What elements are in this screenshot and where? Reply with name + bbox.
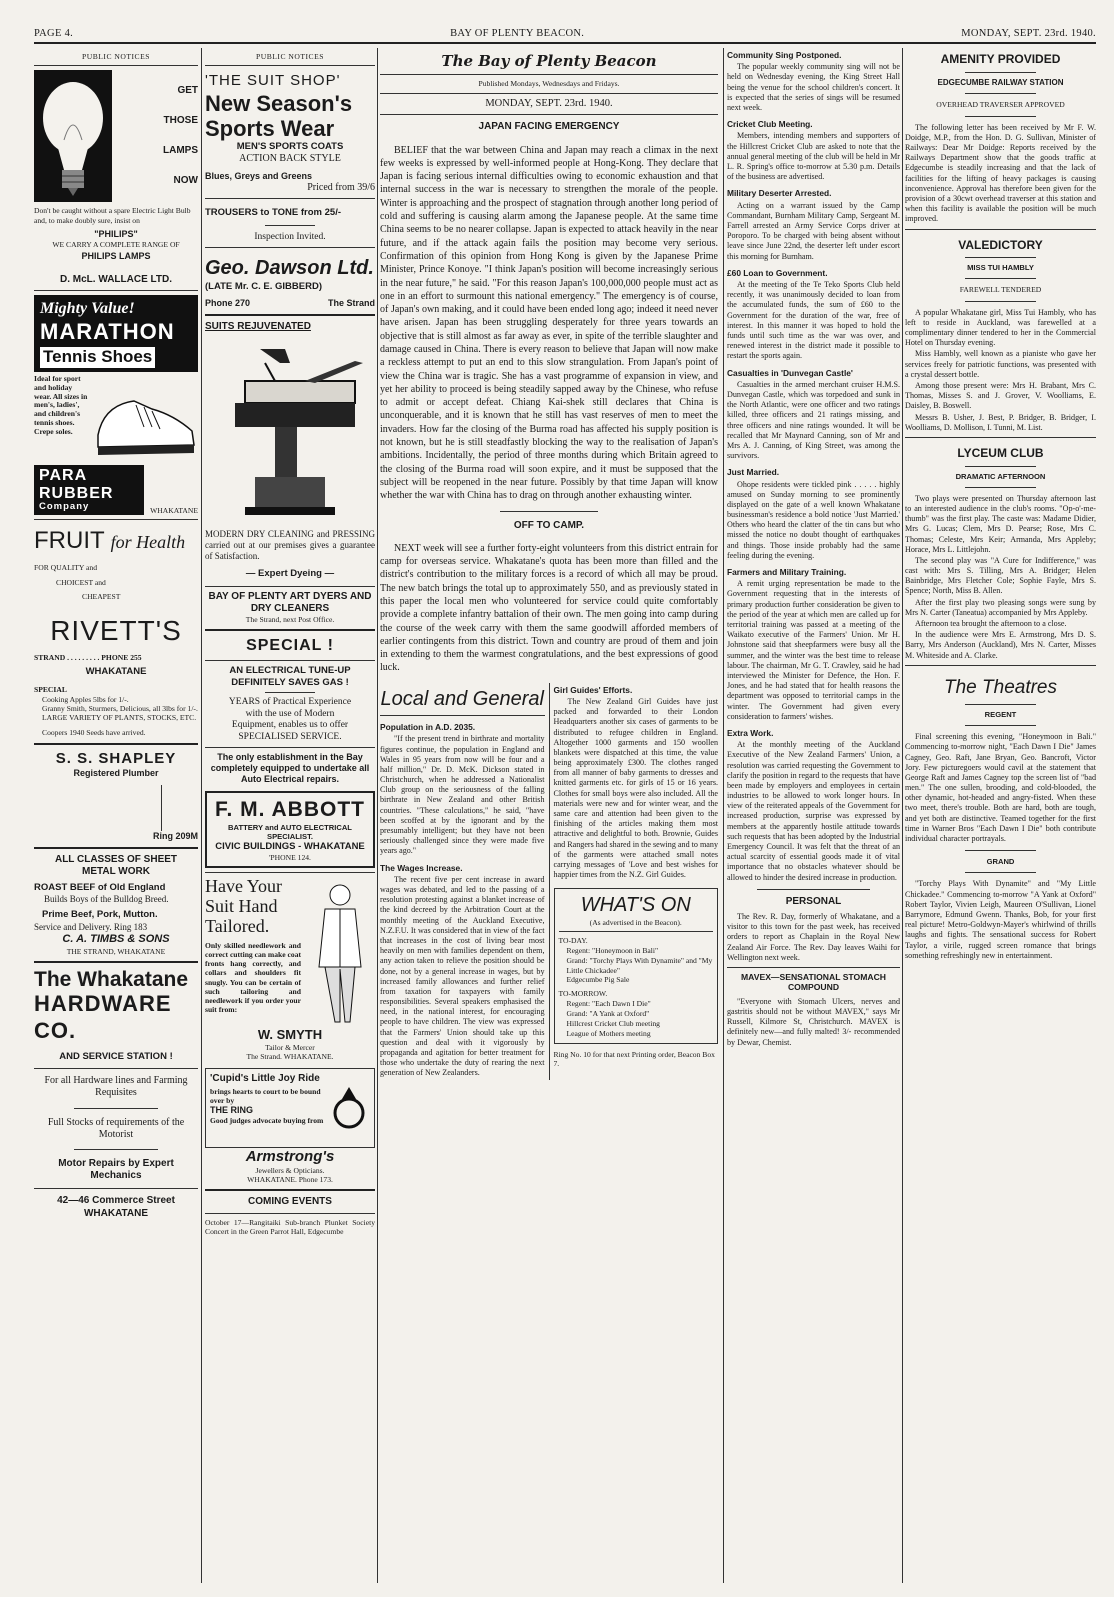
ring-icon <box>328 1073 370 1143</box>
c4-body-2: Members, intending members and supporters of the Hillcrest Cricket Club are asked to note that the annual general meeting of the club will be held in Mr L. R. Spring's office to-morrow at 5.30 p.m. Details of the business are advertised. <box>727 131 900 182</box>
rivett-item-3: LARGE VARIETY OF PLANTS, STOCKS, ETC. <box>42 713 197 723</box>
smyth-title: Have Your Suit Hand Tailored. <box>205 876 283 936</box>
c4-body-8: At the monthly meeting of the Auckland Executive of the New Zealand Farmers' Union, a resolution was carried requesting the Government to clarify the position in regard to the requests that have been made by employers and employees in certain industries to be allowed to work longer hours. In view of the reiterated appeals of the Government for increased production, surprise was expressed by members at the apparently hostile attitude towards such requests that has been adopted by the Industrial Emergency Council. It was felt that the threat of an actual scarcity of essential goods made it of vital importance that no obstacles whatever should be allowed to hinder the desired increase in production. <box>727 740 900 882</box>
marathon-description: Ideal for sport and holiday wear. All sizes in men's, ladies', and children's tennis shoes. Crepe soles. <box>34 374 88 436</box>
c4-body-1: The popular weekly community sing will not be held on Wednesday evening, the King Street Hall being the venue for the school children's concert. It is expected that the series of sings will be resumed next week. <box>727 62 900 112</box>
lyceum-body-5: In the audience were Mrs E. Armstrong, Mrs D. S. Barry, Mrs Anderson (Auckland), Mrs N. Carter, Misses M. Whiteside and A. Clarke. <box>905 630 1096 660</box>
whats-on-tomorrow-4: League of Mothers meeting <box>566 1028 651 1038</box>
c4-body-3: Acting on a warrant issued by the Camp Commandant, Burnham Military Camp, Sergeant M. Farrell arrested an Army Service Corps driver at Poroporo. To be charged with being absent without leave since June 22nd, the deserter left under escort this morning for Burnham. <box>727 200 900 261</box>
header-rule <box>34 42 1096 44</box>
hardware-line-5: Full Stocks of requirements of the Motorist <box>47 1116 185 1140</box>
amenity-sub-2: OVERHEAD TRAVERSER APPROVED <box>936 100 1065 110</box>
mavex-body: "Everyone with Stomach Ulcers, nerves and gastritis should not be without MAVEX," says Mr Russell, Kilmore St, Christchurch. MAVEX is definitely new—and fully malted! 3/- recommended by Dewar, Chemist. <box>727 996 900 1047</box>
marathon-product: Tennis Shoes <box>40 347 155 368</box>
whats-on-tomorrow-2: Grand: "A Yank at Oxford" <box>566 1008 650 1018</box>
special-line-1: AN ELECTRICAL TUNE-UP DEFINITELY SAVES GAS ! <box>229 664 351 688</box>
column-1 <box>34 48 198 1583</box>
armstrong-ad <box>205 1068 375 1148</box>
timbs-line-3: ROAST BEEF of Old England <box>34 882 166 894</box>
hardware-line-6: Motor Repairs by Expert Mechanics <box>58 1158 174 1182</box>
valedictory-body-2: Miss Hambly, well known as a pianiste who gave her services freely for patriotic functions, was presented with a crystal dessert bottle. <box>905 349 1096 379</box>
armstrong-firm: Armstrong's <box>245 1147 335 1165</box>
marathon-ad <box>34 295 198 372</box>
column-divider <box>902 48 903 1583</box>
philips-lamps-ad <box>34 70 198 286</box>
cupid-line-2: Good judges advocate buying from <box>210 1116 324 1126</box>
smyth-address: The Strand. WHAKATANE. <box>246 1052 334 1062</box>
lyceum-body-1: Two plays were presented on Thursday afternoon last to an interested audience in the club's rooms. "Op-o'-me-thumb" was the first play. The caste was: Madame Didier, Mrs G. Lucas; Clem, Mrs D. Pearse; Rose, Mrs C. Thomas; Celeste, Mrs Keir; Armanda, Mrs Appleby; Horace, Mrs L. Littlejohn. <box>905 493 1096 554</box>
shapley-ring: Ring 209M <box>152 830 198 841</box>
timbs-address: THE STRAND, WHAKATANE <box>66 946 166 956</box>
smyth-trade: Tailor & Mercer <box>265 1043 315 1053</box>
timbs-line-4: Builds Boys of the Bulldog Breed. <box>44 893 169 904</box>
cupid-title: 'Cupid's Little Joy Ride <box>210 1072 320 1084</box>
theatres-regent: REGENT <box>984 709 1017 719</box>
valedictory-title: VALEDICTORY <box>958 237 1043 252</box>
events-body: October 17—Rangitaiki Sub-branch Plunket Society Concert in the Green Parrot Hall, Edgecumbe <box>205 1217 375 1236</box>
para-rubber-logo <box>34 465 144 515</box>
suit-trousers: TROUSERS to TONE from 25/- <box>205 207 342 219</box>
local-general-title: Local and General <box>380 687 544 710</box>
armstrong-address: WHAKATANE. Phone 173. <box>247 1175 333 1185</box>
personal-body: The Rev. R. Day, formerly of Whakatane, and a visitor to this town for the past week, has received orders to report as Chaplain in the Royal New Zealand Air Force. The Rev. Day leaves Waihi for Wellington next week. <box>727 911 900 962</box>
whats-on-today-1: Regent: "Honeymoon in Bali" <box>566 945 659 955</box>
para-rubber-name: PARA RUBBER <box>39 467 114 502</box>
marathon-brand: MARATHON <box>40 318 175 344</box>
abbott-ad <box>205 791 375 868</box>
publication-schedule: Published Mondays, Wednesdays and Fridays. <box>478 79 620 89</box>
valedictory-body-1: A popular Whakatane girl, Miss Tui Hambly, who has left to reside in Auckland, was farewelled at a complimentary dinner tendered to her in the Commercial Hotel on Thursday evening. <box>905 307 1096 348</box>
fruit-word: FRUIT <box>34 526 105 554</box>
dyers-address: The Strand, next Post Office. <box>245 615 335 625</box>
tailored-man-icon <box>305 877 375 1027</box>
c4-body-7: A remit urging representation be made to the Government requesting that in the interests of primary production further consideration be given to the period of the year at which men are called up for territorial training was passed at a meeting of the Waikato executive of the Farmers' Union. Mr H. Johnstone said that sheepfarmers were busy all the summer, and the winter was the best time to release labour. The chairman, Mr G. T. Crawley, said he had interviewed the Minister for Defence, the Hon. F. Jones, and he had stated that for health reasons the department was opposed to territorial camps in the winter. The Government had given every consideration to farmers' wishes. <box>727 579 900 721</box>
lyceum-body-4: Afternoon tea brought the afternoon to a close. <box>915 619 1067 628</box>
special-line-2: YEARS of Practical Experience with the use of Modern Equipment, enables us to offer SPECIALISED SERVICE. <box>228 697 352 742</box>
column-5 <box>905 48 1096 1583</box>
hardware-line-4: For all Hardware lines and Farming Requisites <box>44 1075 188 1099</box>
suit-invite: Inspection Invited. <box>254 231 326 242</box>
press-machine-icon <box>205 341 375 521</box>
valedictory-sub-1: MISS TUI HAMBLY <box>967 263 1034 273</box>
timbs-firm: C. A. TIMBS & SONS <box>62 933 170 946</box>
column-divider <box>377 48 378 1583</box>
lg-body-1: "If the present trend in birthrate and mortality figures continue, the population in England and Wales in 95 years from now will be four and a half million," Dr. D. McK. Dickson stated in Christchurch, when he addressed a Nationalist Club group on the seriousness of the falling birthrate in New Zealand and other British countries. "These calculations," he said, "have been scoffed at by the ignorant and by the presumably intelligent; but they have not been seriously challenged since they were made five years ago." <box>380 734 545 856</box>
lyceum-title: LYCEUM CLUB <box>957 445 1044 460</box>
personal-title: PERSONAL <box>785 895 842 907</box>
whats-on-today-2: Grand: "Torchy Plays With Dynamite" and "My Little Chickadee" <box>566 955 713 975</box>
fruit-line-2: CHOICEST and <box>56 577 106 587</box>
whats-on-sub: (As advertised in the Beacon). <box>589 917 682 927</box>
lg-body-3: The New Zealand Girl Guides have just packed and forwarded to their London Headquarters another six cases of garments to be distributed to refugee children in England. Altogether 1000 garments and 150 woollen blankets were dispatched at this time, the value being approximately £300. The clothes ranged from all manner of baby garments to dresses and knitted garments etc. for girls of 15 or 16 years. Clothes for small boys were also included. All the materials were new and for winter wear, and the same care and attention had been given to the finishing of the articles making them most attractive and delightful to both. Brownie, Guides and Rangers had shared in the sewing and to many of the garments were attached small notes carrying messages of 'Love and best wishes for happier times from the N.Z. Girl Guides. <box>553 696 718 880</box>
c4-heading-1: Community Sing Postponed. <box>727 50 842 60</box>
japan-body: BELIEF that the war between China and Japan may reach a climax in the next few weeks is expressed by well-informed people at Hong-Kong. They declare that Japan is facing serious internal difficulties owing to economic exhaustion and that internal success in the war is necessary to strengthen the morale of the people. Winter is approaching and the prospect of stagnation through another long period of cold and suffering is causing alarm among the Japanese people. At the same time China seems to be no nearer collapse. Japan is expected to attack heavily in the near future, and if the attack again fails the position may become very serious. Confirmation of this opinion from Hong Kong is given by the Japanese Prime Minister, Prince Konoye. "I think Japan's position will become increasingly serious in the near future," he said. "For this reason Japan's 100,000,000 people must act as one in an effort to surmount this national emergency." The emergency is of course, of Japan's own making, and it could have been ended long ago; indeed it need never have arisen. Japan has been struggling desperately for three years towards an objective that is still almost as far away as ever, in spite of the terrible slaughter and damage caused in China. There is every reason to believe that Japan will now make a reckless attempt to put an end to this slow strangulation. From Japan's point of view the China war is tragic. She has a vast programme of expansion in view, and yet her ability to proceed is being steadily sapped away by the Chinese, who refuse to admit or accept defeat. Chiang Kai-shek still declares that China is unconquerable, and it is known that he still has vast reserves of men to meet the invaders. How far the closing of the Burma road has affected his supply position is not known, but he is still steadfastly blocking the way to the realisation of Japan's ambitions. Incidentally, the period of three months during which Britain agreed to the closing of the Burma road will soon expire, and it must be supposed that the subject will be reopened in the near future. Possibly by that time Japan will know whether the war with China has to drag on through another exhausting winter. <box>380 144 718 502</box>
dawson-firm: Geo. Dawson Ltd. <box>205 257 374 280</box>
suit-new-season: New Season's <box>205 90 353 116</box>
regent-body: Final screening this evening, "Honeymoon in Bali." Commencing to-morrow night, "Each Dawn I Die" James Cagney, Geo. Raft, Jane Bryan, Geo. Bancroft, Victor Jory. Few picturegoers would cavil at the statement that George Raft and James Cagney top the screen list of "bad men." The one sullen, brooding, and cold-blooded, the other dynamic, hot-headed and angry-fisted. When these two meet, there's trouble. Both are hard, both are tough, and yet both are distinctive. Teamed together for the first time in Warner Bros "Each Dawn I Die" both contribute individual character portrayals. <box>905 732 1096 844</box>
marathon-slogan: Mighty Value! <box>40 300 135 318</box>
rivett-item-4: Coopers 1940 Seeds have arrived. <box>42 728 146 738</box>
amenity-title: AMENITY PROVIDED <box>940 52 1061 66</box>
rivett-item-2: Granny Smith, Sturmers, Delicious, all 3lbs for 1/-. <box>42 703 198 713</box>
whats-on-tomorrow: TO-MORROW. <box>558 989 608 999</box>
header-date: MONDAY, SEPT. 23rd. 1940. <box>961 28 1096 39</box>
lamps-word-those: THOSE <box>163 115 198 127</box>
lg-heading-2: The Wages Increase. <box>380 862 463 873</box>
para-rubber-company: Company <box>39 501 90 513</box>
smyth-name: W. SMYTH <box>257 1027 323 1043</box>
valedictory-sub-2: FAREWELL TENDERED <box>959 285 1042 295</box>
special-title: SPECIAL ! <box>246 637 334 655</box>
amenity-sub-1: EDGECUMBE RAILWAY STATION <box>937 77 1064 87</box>
dawson-strand: The Strand <box>327 298 375 309</box>
column-4 <box>727 48 900 1583</box>
abbott-phone: 'PHONE 124. <box>269 853 311 863</box>
c4-heading-7: Farmers and Military Training. <box>727 567 847 577</box>
suit-sports-wear: Sports Wear <box>205 115 335 141</box>
valedictory-body-3: Among those present were: Mrs H. Brabant, Mrs C. Thomas, Misses S. and J. Grover, V. Woolliams, E. Daisley, B. Boswell. <box>905 380 1096 411</box>
theatres-grand: GRAND <box>986 857 1015 867</box>
cupid-ring: THE RING <box>210 1105 254 1116</box>
lyceum-sub: DRAMATIC AFTERNOON <box>955 471 1046 481</box>
c4-heading-8: Extra Work. <box>727 727 774 738</box>
cupid-line-1: brings hearts to court to be bound over by <box>210 1086 321 1106</box>
issue-date: MONDAY, SEPT. 23rd. 1940. <box>485 97 613 109</box>
hardware-line-2: HARDWARE CO. <box>34 991 172 1043</box>
page-number: PAGE 4. <box>34 28 74 39</box>
lamps-carry: WE CARRY A COMPLETE RANGE OF <box>52 239 180 249</box>
smyth-body: Only skilled needlework and correct cutting can make coat fronts hang correctly, and collars and shoulders fit snugly. You can be certain of such tailoring and needlework if you order your suit from: <box>205 940 302 1015</box>
rivett-item-1: Cooking Apples 5lbs for 1/-. <box>42 694 129 704</box>
abbott-line-2: CIVIC BUILDINGS - WHAKATANE <box>215 841 365 853</box>
theatres-title: The Theatres <box>944 676 1057 698</box>
masthead: The Bay of Plenty Beacon <box>441 52 657 70</box>
fruit-for-health: for Health <box>110 531 186 552</box>
whats-on-today-3: Edgecumbe Pig Sale <box>566 975 630 985</box>
dyers-name: BAY OF PLENTY ART DYERS AND DRY CLEANERS <box>208 590 372 615</box>
column-divider <box>201 48 202 1583</box>
c4-body-6: Ohope residents were tickled pink . . . . . highly amused on Sunday morning to see prominently displayed on the gate of a well known Whakatane businessman's residence a bold notice 'Just Married.' Others who heard the clatter of the tin cans but who missed the notice no doubt thought of earthquakes and things. Those inside probably had the same feeling during the evening. <box>727 479 900 560</box>
lg-heading-1: Population in A.D. 2035. <box>380 722 476 733</box>
column-divider <box>723 48 724 1583</box>
fruit-line-3: CHEAPEST <box>82 591 121 601</box>
whats-on-box <box>554 888 719 1043</box>
c4-heading-6: Just Married. <box>727 467 780 478</box>
dyers-body: MODERN DRY CLEANING and PRESSING carried out at our premises gives a guarantee of Satisfaction. <box>205 529 375 562</box>
lg-heading-3: Girl Guides' Efforts. <box>553 684 633 695</box>
lamps-word-lamps: LAMPS <box>163 145 198 157</box>
lamps-word-now: NOW <box>173 175 198 187</box>
c4-heading-3: Military Deserter Arrested. <box>727 188 832 199</box>
shapley-name: S. S. SHAPLEY <box>55 749 177 767</box>
lamps-brand: "PHILIPS" <box>94 228 138 239</box>
dawson-phone: Phone 270 <box>205 298 251 309</box>
public-notices-heading: PUBLIC NOTICES <box>82 52 150 61</box>
shapley-trade: Registered Plumber <box>73 767 159 778</box>
page-header <box>34 28 1096 41</box>
rivett-town: WHAKATANE <box>85 665 147 677</box>
grand-body: "Torchy Plays With Dynamite" and "My Little Chickadee." Commencing to-morrow "A Yank at Oxford" Robert Taylor, Vivien Leigh, Maureen O'Sullivan, Lionel Barrymore, Edmund Gwenn. Thanks, Bob, for your first real picture! Metro-Goldwyn-Mayer's whirlwind of thrills laughs and fights. The sensational success for Robert Taylor, a virile, rugged screen romance that brings something refreshingly new in entertainment. <box>905 879 1096 960</box>
suit-colours: Blues, Greys and Greens <box>205 170 313 181</box>
c4-body-5: Casualties in the armed merchant cruiser H.M.S. Dunvegan Castle, which was torpedoed and sunk in the North Atlantic, were one officer and two ratings killed, three officers and 21 ratings missing, and three officers and nine ratings wounded. It will be recalled that Mr Maynard Canning, son of Mr and Mrs A. J. Canning, of King Street, was among the survivors. <box>727 379 900 461</box>
mavex-title: MAVEX—SENSATIONAL STOMACH COMPOUND <box>741 971 886 993</box>
lyceum-body-3: After the first play two pleasing songs were sung by Mrs N. Carter (Taneatua) accompanied by Mrs Appleby. <box>905 597 1096 617</box>
c4-heading-2: Cricket Club Meeting. <box>727 119 813 130</box>
para-rubber-place: WHAKATANE <box>150 505 198 515</box>
abbott-name: F. M. ABBOTT <box>214 798 366 822</box>
printing-ring: Ring No. 10 for that next Printing order, Beacon Box 7. <box>553 1049 715 1068</box>
events-title: COMING EVENTS <box>248 1196 332 1208</box>
smyth-ad <box>205 877 375 1027</box>
timbs-line-2: METAL WORK <box>82 866 150 878</box>
column-2 <box>205 48 375 1583</box>
suit-coats: MEN'S SPORTS COATS <box>236 141 344 153</box>
suit-shop-name: 'THE SUIT SHOP' <box>205 72 341 90</box>
lamps-firm: D. McL. WALLACE LTD. <box>59 273 173 285</box>
lyceum-body-2: The second play was "A Cure for Indifference," was cast with: Mrs S. Tilling, Mrs A. Bridger; Helen Bainbridge, Mrs Fletcher Cole; Sophie Fayle, Mrs S. Spence; North, Miss B. Allen. <box>905 555 1096 596</box>
abbott-line-1: BATTERY and AUTO ELECTRICAL SPECIALIST. <box>228 822 352 842</box>
japan-title: JAPAN FACING EMERGENCY <box>478 121 620 133</box>
fruit-heading <box>34 526 198 555</box>
whats-on-title: WHAT'S ON <box>580 894 691 917</box>
amenity-body: The following letter has been received by Mr F. W. Doidge, M.P., from the Hon. D. G. Sullivan, Minister of Railways: Dear Mr Doidge: Reports received by the Railways Department show that the goods traffic at Edgecumbe is steadily increasing and that the lack of facilities for the lifting of heavy packages is causing inconvenience. Approval has therefore been given for the provision of a 30cwt overhead traverser at this station and when this facility is available the position will be much improved. <box>905 122 1096 224</box>
lamps-word-get: GET <box>177 85 198 97</box>
c4-heading-5: Casualties in 'Dunvegan Castle' <box>727 367 853 378</box>
timbs-line-6: Service and Delivery. Ring 183 <box>34 922 148 933</box>
armstrong-trade: Jewellers & Opticians. <box>255 1165 325 1175</box>
suit-action: ACTION BACK STYLE <box>239 152 341 164</box>
rivett-name: RIVETT'S <box>50 615 182 647</box>
hardware-line-3: AND SERVICE STATION ! <box>59 1050 173 1062</box>
c4-heading-4: £60 Loan to Government. <box>727 267 828 278</box>
paper-name: BAY OF PLENTY BEACON. <box>450 28 585 39</box>
dyers-rejuvenated: SUITS REJUVENATED <box>205 321 311 333</box>
lamps-body: Don't be caught without a spare Electric Light Bulb and, to make doubly sure, insist on <box>34 206 191 225</box>
fruit-line-1: FOR QUALITY and <box>34 563 97 573</box>
timbs-line-1: ALL CLASSES OF SHEET <box>54 853 178 865</box>
rivett-strand: STRAND . . . . . . . . . PHONE 255 <box>34 652 142 662</box>
whats-on-today: TO-DAY. <box>558 935 588 945</box>
timbs-line-5: Prime Beef, Pork, Mutton. <box>42 908 158 920</box>
whats-on-tomorrow-1: Regent: "Each Dawn I Die" <box>566 999 651 1009</box>
valedictory-body-4: Messrs B. Usher, J. Best, P. Bridger, B. Bridger, I. Woolliams, D. Mollison, I. Tunni, M. List. <box>905 412 1096 432</box>
hardware-line-8: WHAKATANE <box>83 1207 149 1219</box>
dyers-expert: — Expert Dyeing — <box>245 568 335 580</box>
special-line-3: The only establishment in the Bay completely equipped to undertake all Auto Electrical repairs. <box>210 752 370 785</box>
dawson-late: (LATE Mr. C. E. GIBBERD) <box>205 280 322 292</box>
lamps-name: PHILIPS LAMPS <box>81 250 151 261</box>
column-3 <box>380 48 718 1583</box>
whats-on-tomorrow-3: Hillcrest Cricket Club meeting <box>566 1018 660 1028</box>
c4-body-4: At the meeting of the Te Teko Sports Club held recently, it was unanimously decided to loan from the accumulated funds, the sum of £60 to the Government for the duration of the war, free of interest. In this manner it was hoped to hold the funds until such time as the war was over, and renewed interest in the district made it possible to restart the sports again. <box>727 280 900 361</box>
suit-price: Priced from 39/6 <box>307 181 375 193</box>
tennis-shoe-icon <box>94 375 198 463</box>
hardware-line-1: The Whakatane <box>34 967 189 991</box>
rivett-special: SPECIAL <box>34 685 67 695</box>
lg-body-2: The recent five per cent increase in award wages was debated, and led to the passing of a resolution protesting against a blanket increase of the kind decreed by the Arbitration Court at the monthly meeting of the Auckland Executive, N.Z.F.U. It was considered that in view of the fact that increases in the cost of living bear most heavily on men with families dependent on them, any action taken to relieve the position should be done, not by a general increase in wages, but by increased family allowances and further relief from taxation for taxpayers with family responsibilities. Several speakers emphasised the need, in the national interest, for encouraging people to have children. The view was expressed that the Farmers' Union should take up this question and deal with it vigorously by propaganda and agitation for better treatment for those who undertake the duty of rearing the next generation of New Zealanders. <box>380 874 545 1078</box>
hardware-line-7: 42—46 Commerce Street <box>57 1195 175 1207</box>
camp-title: OFF TO CAMP. <box>513 519 585 531</box>
lightbulb-icon <box>34 70 112 202</box>
public-notices-heading: PUBLIC NOTICES <box>256 52 324 61</box>
camp-body: NEXT week will see a further forty-eight volunteers from this district entrain for camp for overseas service. Whakatane's quota has been more than filled and the district's contribution to the military forces is a record of which all may be proud. The new batch brings the total up to approximately 550, and as previously stated in this paper the local men who volunteered for service could quite comfortably provide a complete infantry battalion of their own. The men going into camp during the course of the week carry with them the same goodwill afforded members of earlier contingents from this district. Town and country are proud of them and join in extending to them the warmest congratulations, and the best expressions of good luck. <box>380 542 718 674</box>
